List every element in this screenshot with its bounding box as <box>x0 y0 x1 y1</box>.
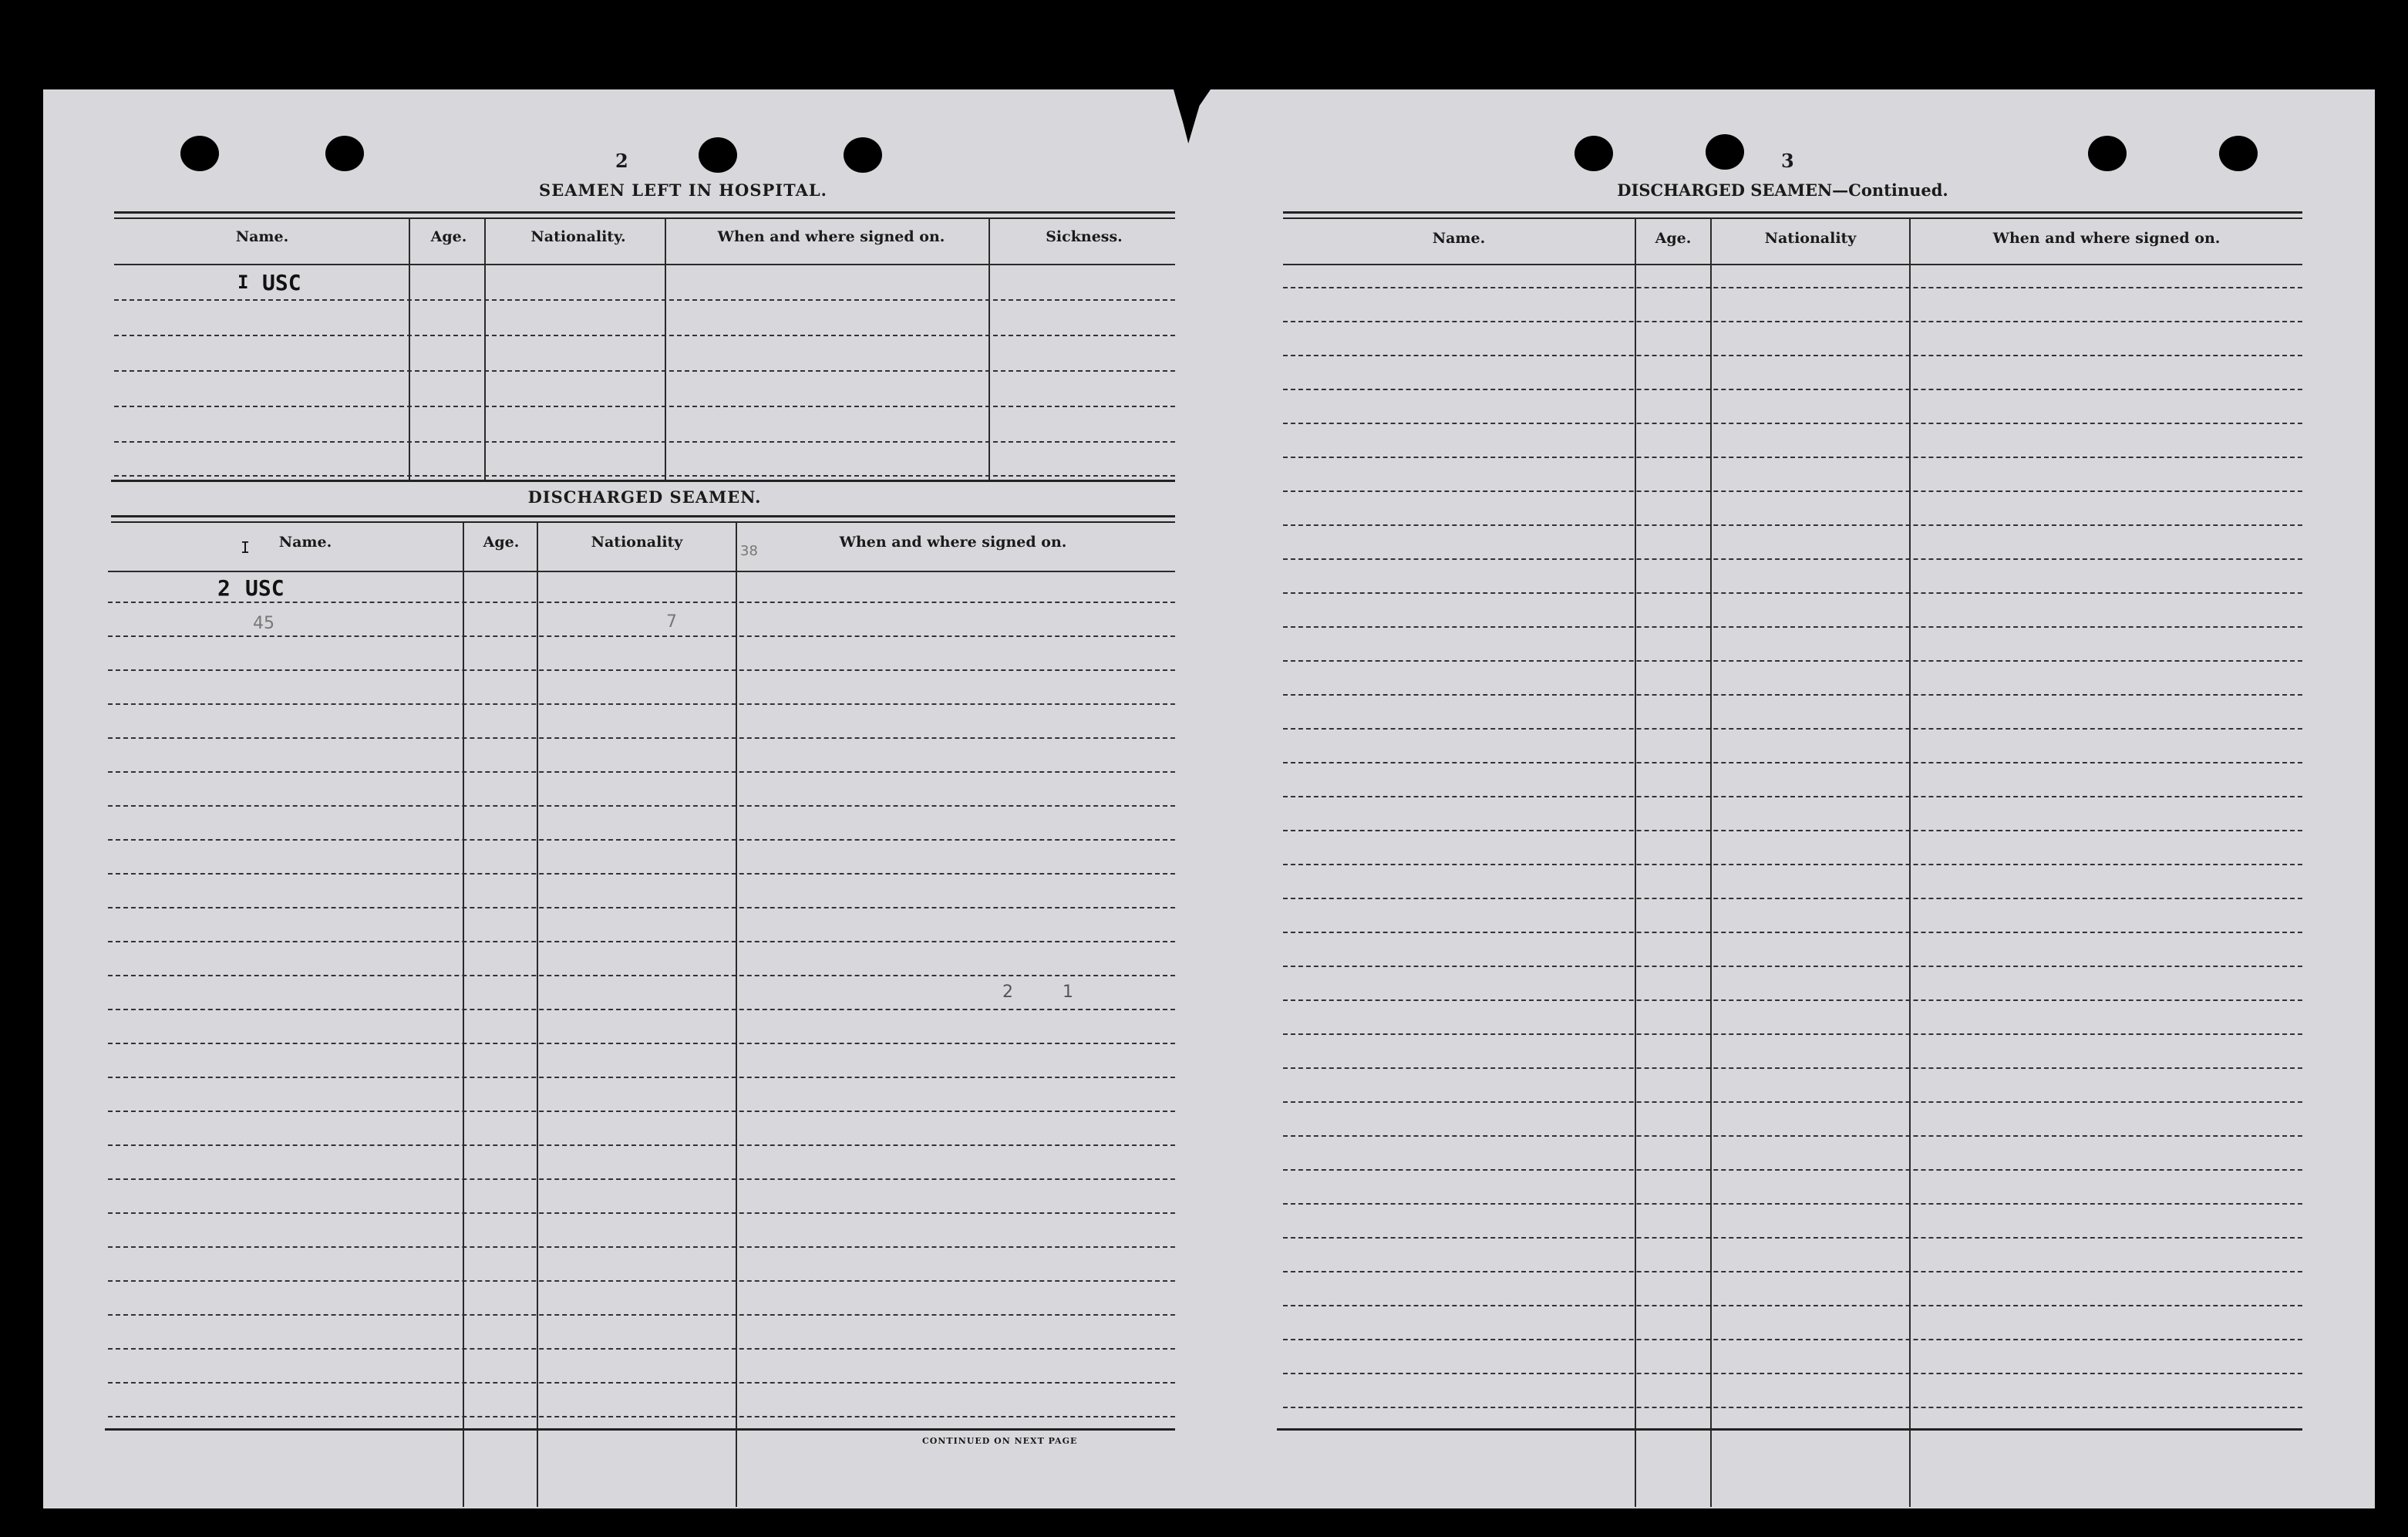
table-row <box>1283 932 2302 933</box>
table-row <box>1283 1373 2302 1374</box>
column-divider <box>665 219 666 481</box>
column-header-nationality: Nationality. <box>530 228 626 245</box>
table-row <box>1283 728 2302 730</box>
table-row <box>108 805 1175 807</box>
table-row <box>1283 830 2302 831</box>
column-header-name: Name. <box>1432 230 1486 247</box>
table-row <box>108 1246 1175 1248</box>
table-row <box>1283 287 2302 288</box>
column-divider <box>1909 219 1911 1507</box>
column-header-sickness: Sickness. <box>1046 228 1123 245</box>
table-row <box>1283 321 2302 322</box>
table-row <box>1283 1237 2302 1239</box>
table-top-rule <box>1283 211 2302 214</box>
discharged-continued-title: DISCHARGED SEAMEN—Continued. <box>1617 180 1948 200</box>
table-row <box>108 1178 1175 1180</box>
stray-mark: 2 <box>1002 983 1013 1002</box>
header-underline <box>114 264 1175 265</box>
hospital-section-title: SEAMEN LEFT IN HOSPITAL. <box>539 180 827 200</box>
table-row <box>1283 558 2302 560</box>
table-row <box>108 941 1175 942</box>
continued-note: CONTINUED ON NEXT PAGE <box>922 1436 1078 1446</box>
table-row <box>1283 762 2302 763</box>
table-row <box>108 1382 1175 1384</box>
table-row <box>108 1144 1175 1146</box>
column-header-signed-on: When and where signed on. <box>1992 230 2221 247</box>
table-row <box>1283 626 2302 628</box>
column-header-signed-on: When and where signed on. <box>839 534 1067 551</box>
faint-mark: 45 <box>253 614 274 633</box>
column-header-name: Name. <box>235 228 289 245</box>
table-row <box>108 1212 1175 1214</box>
table-row <box>1283 1033 2302 1035</box>
punch-hole <box>1574 136 1613 171</box>
faint-mark: 7 <box>666 612 677 632</box>
punch-hole <box>2088 136 2127 171</box>
table-row <box>1283 694 2302 696</box>
table-top-rule <box>111 515 1175 517</box>
punch-hole <box>2219 136 2258 171</box>
table-row <box>114 299 1175 301</box>
table-row <box>1283 999 2302 1001</box>
column-header-nationality: Nationality <box>591 534 683 551</box>
page-number: 2 <box>615 150 628 172</box>
table-row <box>1283 1305 2302 1306</box>
column-header-age: Age. <box>1655 230 1692 247</box>
column-divider <box>1710 219 1712 1507</box>
column-divider <box>988 219 990 481</box>
table-row <box>1283 1169 2302 1171</box>
table-top-rule <box>1283 217 2302 219</box>
table-row <box>108 1416 1175 1417</box>
table-row <box>1283 423 2302 424</box>
punch-hole <box>844 137 882 173</box>
table-bottom-rule <box>105 1428 1175 1431</box>
column-header-age: Age. <box>483 534 520 551</box>
table-row <box>108 907 1175 908</box>
table-row <box>108 737 1175 739</box>
table-row <box>114 441 1175 443</box>
table-row <box>114 475 1175 477</box>
discharged-entry-name: USC <box>245 575 285 601</box>
table-bottom-rule <box>1277 1428 2302 1431</box>
table-row <box>108 1111 1175 1112</box>
column-divider <box>1635 219 1636 1507</box>
table-row <box>108 1077 1175 1078</box>
hospital-entry-name: USC <box>262 270 301 295</box>
table-row <box>1283 1101 2302 1103</box>
table-row <box>108 669 1175 671</box>
table-row <box>108 873 1175 875</box>
stray-mark: 1 <box>1063 983 1073 1002</box>
table-row <box>108 1348 1175 1350</box>
left-page <box>43 89 1215 1508</box>
table-row <box>108 771 1175 773</box>
section-rule <box>111 480 1175 482</box>
table-row <box>108 1314 1175 1316</box>
punch-hole <box>180 136 219 171</box>
table-row <box>108 703 1175 705</box>
table-row <box>1283 1135 2302 1137</box>
table-row <box>1283 524 2302 526</box>
table-top-rule <box>114 217 1175 219</box>
table-row <box>1283 660 2302 662</box>
table-row <box>108 839 1175 841</box>
punch-hole <box>699 137 737 173</box>
table-row <box>1283 1203 2302 1205</box>
column-header-nationality: Nationality <box>1764 230 1857 247</box>
table-row <box>1283 592 2302 594</box>
header-underline <box>1283 264 2302 265</box>
table-row <box>1283 355 2302 356</box>
table-top-rule <box>111 521 1175 523</box>
table-row <box>1283 966 2302 967</box>
row-marker: I <box>241 538 251 557</box>
table-row <box>114 406 1175 407</box>
table-row <box>108 1009 1175 1010</box>
column-header-age: Age. <box>430 228 467 245</box>
table-row <box>1283 1067 2302 1069</box>
discharged-section-title: DISCHARGED SEAMEN. <box>527 487 762 507</box>
column-divider <box>537 523 538 1507</box>
table-row <box>1283 1339 2302 1340</box>
table-row <box>1283 898 2302 899</box>
table-row <box>1283 1407 2302 1408</box>
table-row <box>108 975 1175 976</box>
column-divider <box>409 219 410 481</box>
table-row <box>108 1280 1175 1282</box>
table-row <box>108 635 1175 637</box>
column-header-name: Name. <box>278 534 332 551</box>
table-row <box>1283 490 2302 492</box>
table-row <box>1283 1271 2302 1272</box>
hospital-entry-mark: I <box>237 271 249 293</box>
table-row <box>1283 796 2302 797</box>
column-divider <box>463 523 464 1507</box>
faint-mark: 38 <box>740 543 758 559</box>
column-divider <box>484 219 486 481</box>
table-row <box>108 602 1175 603</box>
table-row <box>1283 864 2302 865</box>
table-row <box>108 1043 1175 1044</box>
table-row <box>114 335 1175 336</box>
right-page <box>1212 89 2375 1508</box>
page-number: 3 <box>1781 150 1794 172</box>
table-top-rule <box>114 211 1175 214</box>
discharged-entry-mark: 2 <box>217 575 231 601</box>
column-header-signed-on: When and where signed on. <box>717 228 945 245</box>
table-row <box>1283 389 2302 390</box>
punch-hole <box>1706 134 1744 170</box>
table-row <box>114 370 1175 372</box>
punch-hole <box>325 136 364 171</box>
column-divider <box>736 523 737 1507</box>
table-row <box>1283 457 2302 458</box>
header-underline <box>108 571 1175 572</box>
